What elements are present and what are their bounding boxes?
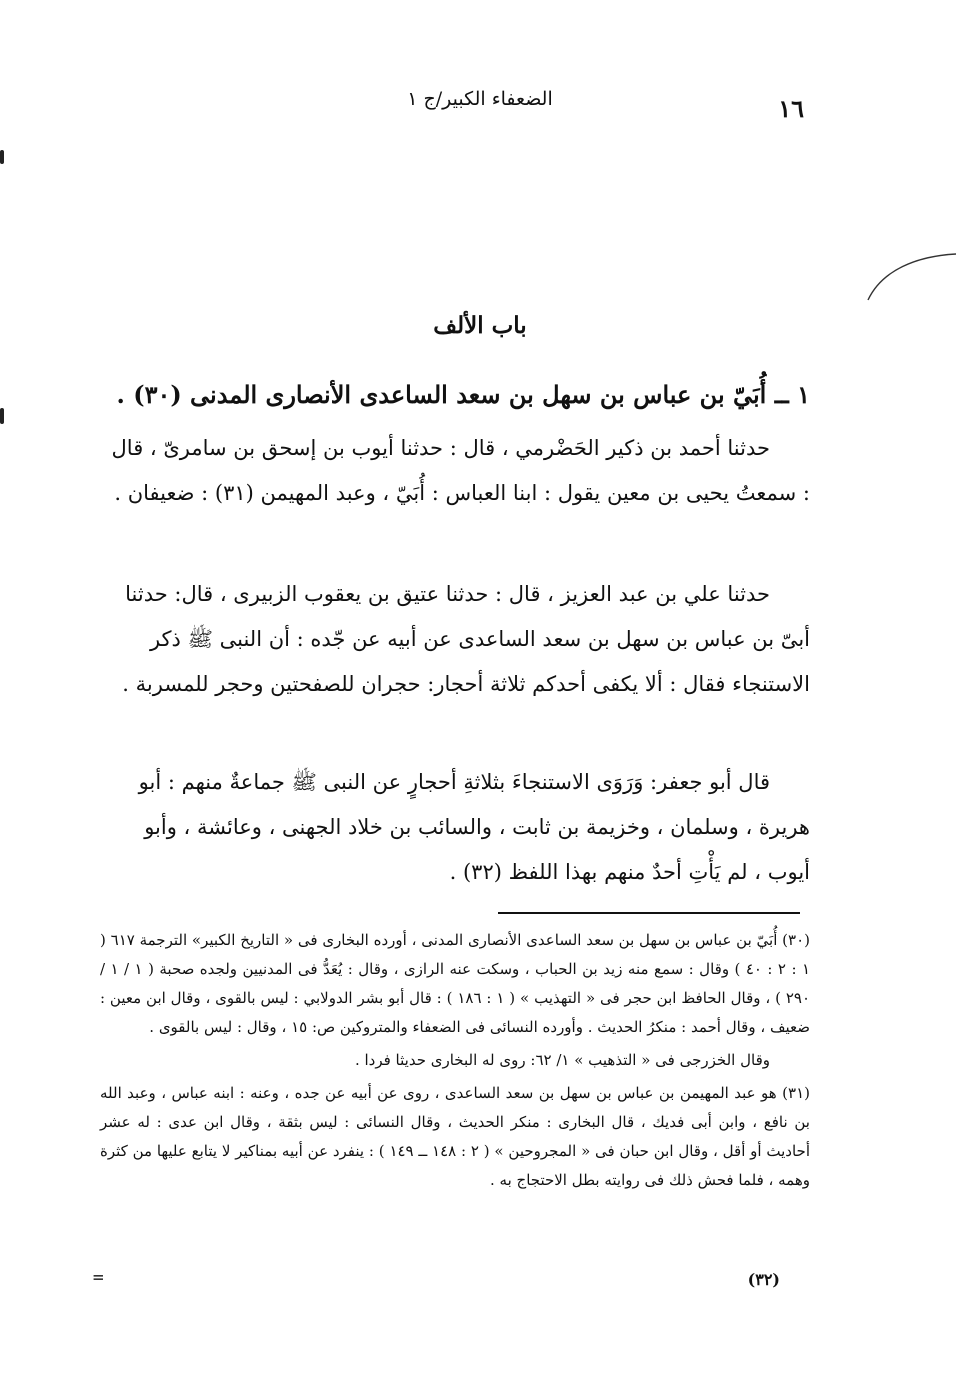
entry-heading: ١ ــ أُبَيّ بن عباس بن سهل بن سعد الساعدى الأنصارى المدنى (٣٠) . xyxy=(116,380,810,409)
footnote: (٣١) هو عبد المهيمن بن عباس بن سهل بن سعد الساعدى ، روى عن أبيه عن جده ، وعنه : ابنه عباس ، وعبد الله بن نافع ، وابن أبى فديك ، قال البخارى : منكر الحديث ، وقال النسائى : ليس بثقة ، وقال ابن عدى : له عشر أحاديث أو أقل ، وقال ابن حبان فى « المجروحين » ( ٢ : ١٤٨ ــ ١٤٩ ) : ينفرد عن أبيه بمناكير لا يتابع عليها من كثرة وهمه ، فلما فحش ذلك فى روايته بطل الاحتجاج به . xyxy=(100,1084,810,1189)
footnote-divider xyxy=(498,912,800,914)
footnote-reference: (٣٢) xyxy=(747,1270,780,1289)
footnotes xyxy=(100,926,810,1199)
footnote: (٣٠) أُبَيّ بن عباس بن سهل بن سعد الساعدى الأنصارى المدنى ، أورده البخارى فى « التاريخ الكبير» الترجمة ٦١٧ ( ١ : ٢ : ٤٠ ) وقال : سمع منه زيد بن الحباب ، وسكت عنه الرازى ، وقال : يُعَدُّ فى المدنيين ولجده صحبة ( ١ / ١ / ٢٩٠ ) ، وقال الحافظ ابن حجر فى « التهذيب » ( ١ : ١٨٦ ) : قال أبو بشر الدولابي : ليس بالقوى ، وقال ابن معين : ضعيف ، وقال أحمد : منكرُ الحديث . وأورده النسائى فى الضعفاء والمتروكين ص: ١٥ ، وقال : ليس بالقوى . xyxy=(100,931,811,1036)
paragraph xyxy=(110,426,810,516)
scan-edge-mark xyxy=(0,408,4,424)
paragraph xyxy=(110,760,810,895)
footnote-continuation: وقال الخزرجى فى « التذهيب » ١/ ٦٢: روى له البخارى حديثا فردا . xyxy=(354,1051,770,1069)
paragraph xyxy=(110,572,810,707)
paragraph-text: حدثنا علي بن عبد العزيز ، قال : حدثنا عتيق بن يعقوب الزبيرى ، قال: حدثنا أبىّ بن عباس بن سهل بن سعد الساعدى عن أبيه عن جّده : أن النبى ﷺ ذكر الاستنجاء فقال : ألا يكفى أحدكم ثلاثة أحجار: حجران للصفحتين وحجر للمسربة . xyxy=(122,582,810,696)
paragraph-text: حدثنا أحمد بن ذكير الحَضْرمي ، قال : حدثنا أيوب بن إسحق بن سامرىّ ، قال : سمعتُ يحيى بن معين يقول : ابنا العباس : أُبَيّ ، وعبد المهيمن (٣١) : ضعيفان . xyxy=(111,436,810,505)
paragraph-text: قال أبو جعفر: وَرَوَى الاستنجاءَ بثلاثةِ أحجارٍ عن النبى ﷺ جماعةٌ منهم : أبو هريرة ، وسلمان ، وخزيمة بن ثابت ، والسائب بن خلاد الجهنى ، وعائشة ، وأبو أيوب ، لم يَأْتِ أحدٌ منهم بهذا اللفظ (٣٢) . xyxy=(138,770,810,884)
page-number: ١٦ xyxy=(778,94,804,123)
page-curl-mark xyxy=(862,250,958,310)
chapter-title: باب الألف xyxy=(433,312,527,339)
running-title: الضعفاء الكبير/ج ١ xyxy=(407,88,553,110)
margin-mark: = xyxy=(92,1268,105,1286)
scan-edge-mark xyxy=(0,150,4,164)
